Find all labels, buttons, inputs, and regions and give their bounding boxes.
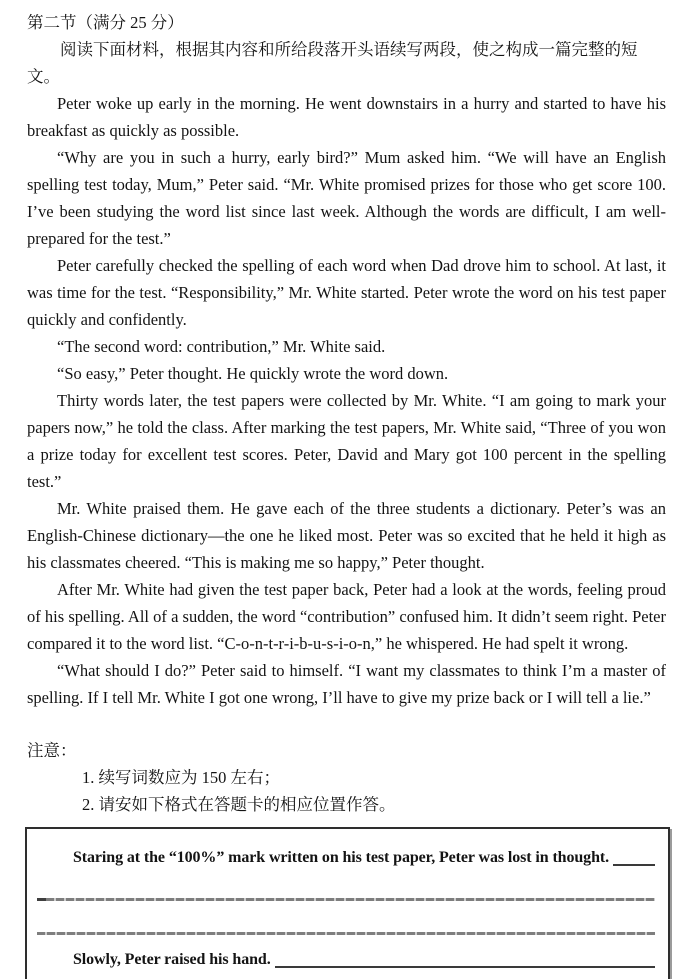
- paragraph-start-dash: [37, 898, 46, 901]
- story-paragraph: Peter carefully checked the spelling of each word when Dad drove him to school. At last, it was time for the test. “Responsibility,” Mr. White started. Peter wrote the word on his test paper quickly and confidently.: [27, 256, 666, 329]
- story-paragraph: “Why are you in such a hurry, early bird?” Mum asked him. “We will have an English spelling test today, Mum,” Peter said. “Mr. White promised prizes for those who get score 100. I’ve been studying the word list since last week. Although the words are difficult, I am well-prepared for the test.”: [27, 148, 666, 248]
- notes-label: 注意：: [27, 741, 77, 760]
- story-paragraph: “So easy,” Peter thought. He quickly wrote the word down.: [57, 364, 449, 383]
- task-instruction: 阅读下面材料，根据其内容和所给段落开头语续写两段，使之构成一篇完整的短文。: [27, 40, 638, 86]
- story-paragraph: “The second word: contribution,” Mr. White said.: [57, 337, 386, 356]
- note-item-1: 1. 续写词数应为 150 左右；: [82, 768, 280, 787]
- note-item-2: 2. 请安如下格式在答题卡的相应位置作答。: [82, 795, 396, 814]
- write-line: [37, 932, 655, 935]
- blank-line-row: [37, 903, 655, 937]
- prompt-2-underline: [275, 966, 655, 968]
- story-paragraph: “What should I do?” Peter said to himself. “I want my classmates to think I’m a master of spelling. If I tell Mr. White I got one wrong, I’ll have to give my prize back or I will tell a lie.”: [27, 661, 666, 707]
- writing-prompt-1: Staring at the “100%” mark written on his test paper, Peter was lost in thought.: [73, 849, 609, 866]
- prompt-1-underline: [613, 864, 655, 866]
- prompt-row-2: [37, 937, 655, 971]
- blank-line-row: [37, 869, 655, 903]
- blank-line-row: [37, 971, 655, 979]
- story-paragraph: Thirty words later, the test papers were collected by Mr. White. “I am going to mark your papers now,” he told the class. After marking the test papers, Mr. White said, “Three of you won a prize today for excellent test scores. Peter, David and Mary got 100 percent in the spelling test.”: [27, 391, 666, 491]
- story-text: [27, 90, 666, 711]
- story-paragraph: Mr. White praised them. He gave each of the three students a dictionary. Peter’s was an English-Chinese dictionary—the one he liked most. Peter was so excited that he held it high as his classmates cheered. “This is making me so happy,” Peter thought.: [27, 499, 666, 572]
- writing-prompt-2: Slowly, Peter raised his hand.: [73, 951, 271, 968]
- prompt-row-1: [37, 835, 655, 869]
- answer-box: [25, 827, 670, 979]
- write-line: [46, 898, 655, 901]
- story-paragraph: Peter woke up early in the morning. He went downstairs in a hurry and started to have his breakfast as quickly as possible.: [27, 94, 666, 140]
- page-title: 第二节（满分 25 分）: [27, 13, 184, 32]
- story-paragraph: After Mr. White had given the test paper back, Peter had a look at the words, feeling proud of his spelling. All of a sudden, the word “contribution” confused him. It didn’t seem right. Peter compared it to the word list. “C-o-n-t-r-i-b-u-s-i-o-n,” he whispered. He had spelt it wrong.: [27, 580, 666, 653]
